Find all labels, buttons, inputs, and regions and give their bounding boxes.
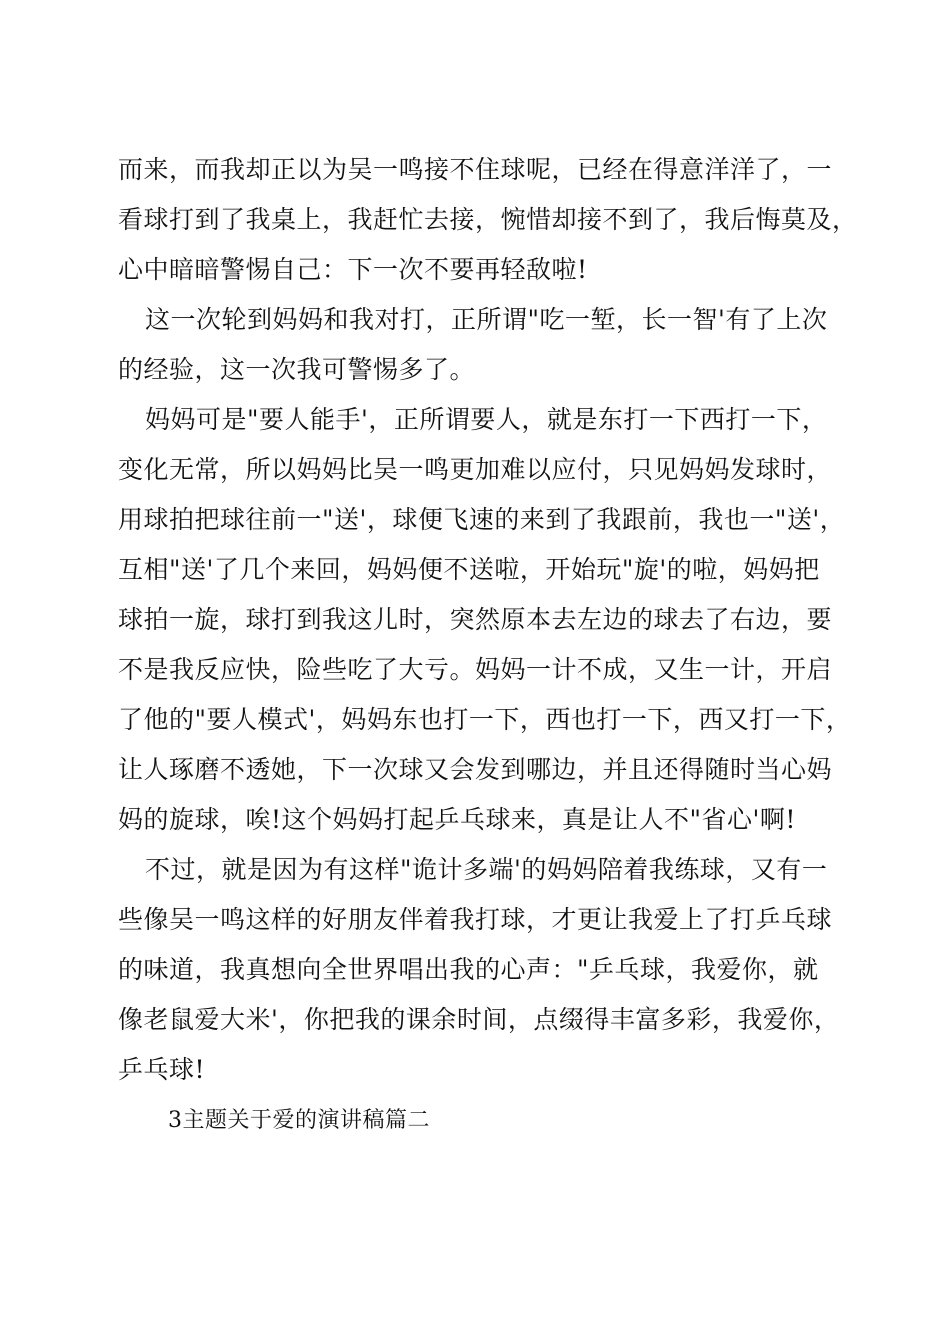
text-line: 些像吴一鸣这样的好朋友伴着我打球，才更让我爱上了打乒乓球 <box>118 905 833 934</box>
text-line: 用球拍把球往前一"送'，球便飞速的来到了我跟前，我也一"送'， <box>118 505 846 534</box>
text-line: 心中暗暗警惕自己：下一次不要再轻敌啦! <box>118 255 588 284</box>
paragraph-start-line: 不过，就是因为有这样"诡计多端'的妈妈陪着我练球，又有一 <box>145 855 828 884</box>
paragraph-start-line: 妈妈可是"要人能手'，正所谓要人，就是东打一下西打一下， <box>145 405 828 434</box>
section-heading: 3主题关于爱的演讲稿篇二 <box>168 1108 430 1133</box>
paragraph-start-line: 这一次轮到妈妈和我对打，正所谓"吃一堑，长一智'有了上次 <box>145 305 828 334</box>
text-line: 妈的旋球，唉!这个妈妈打起乒乓球来，真是让人不"省心'啊! <box>118 805 796 834</box>
text-line: 而来，而我却正以为吴一鸣接不住球呢，已经在得意洋洋了，一 <box>118 155 833 184</box>
text-line: 乒乓球! <box>118 1055 206 1084</box>
text-line: 球拍一旋，球打到我这儿时，突然原本去左边的球去了右边，要 <box>118 605 833 634</box>
text-line: 了他的"要人模式'，妈妈东也打一下，西也打一下，西又打一下， <box>118 705 852 734</box>
text-line: 让人琢磨不透她，下一次球又会发到哪边，并且还得随时当心妈 <box>118 755 833 784</box>
text-line: 像老鼠爱大米'，你把我的课余时间，点缀得丰富多彩，我爱你， <box>118 1005 840 1034</box>
text-line: 的味道，我真想向全世界唱出我的心声："乒乓球，我爱你，就 <box>118 955 819 984</box>
text-line: 变化无常，所以妈妈比吴一鸣更加难以应付，只见妈妈发球时， <box>118 455 833 484</box>
text-line: 的经验，这一次我可警惕多了。 <box>118 355 476 384</box>
text-line: 互相"送'了几个来回，妈妈便不送啦，开始玩"旋'的啦，妈妈把 <box>118 555 820 584</box>
text-line: 看球打到了我桌上，我赶忙去接，惋惜却接不到了，我后悔莫及， <box>118 205 858 234</box>
text-line: 不是我反应快，险些吃了大亏。妈妈一计不成，又生一计，开启 <box>118 655 833 684</box>
